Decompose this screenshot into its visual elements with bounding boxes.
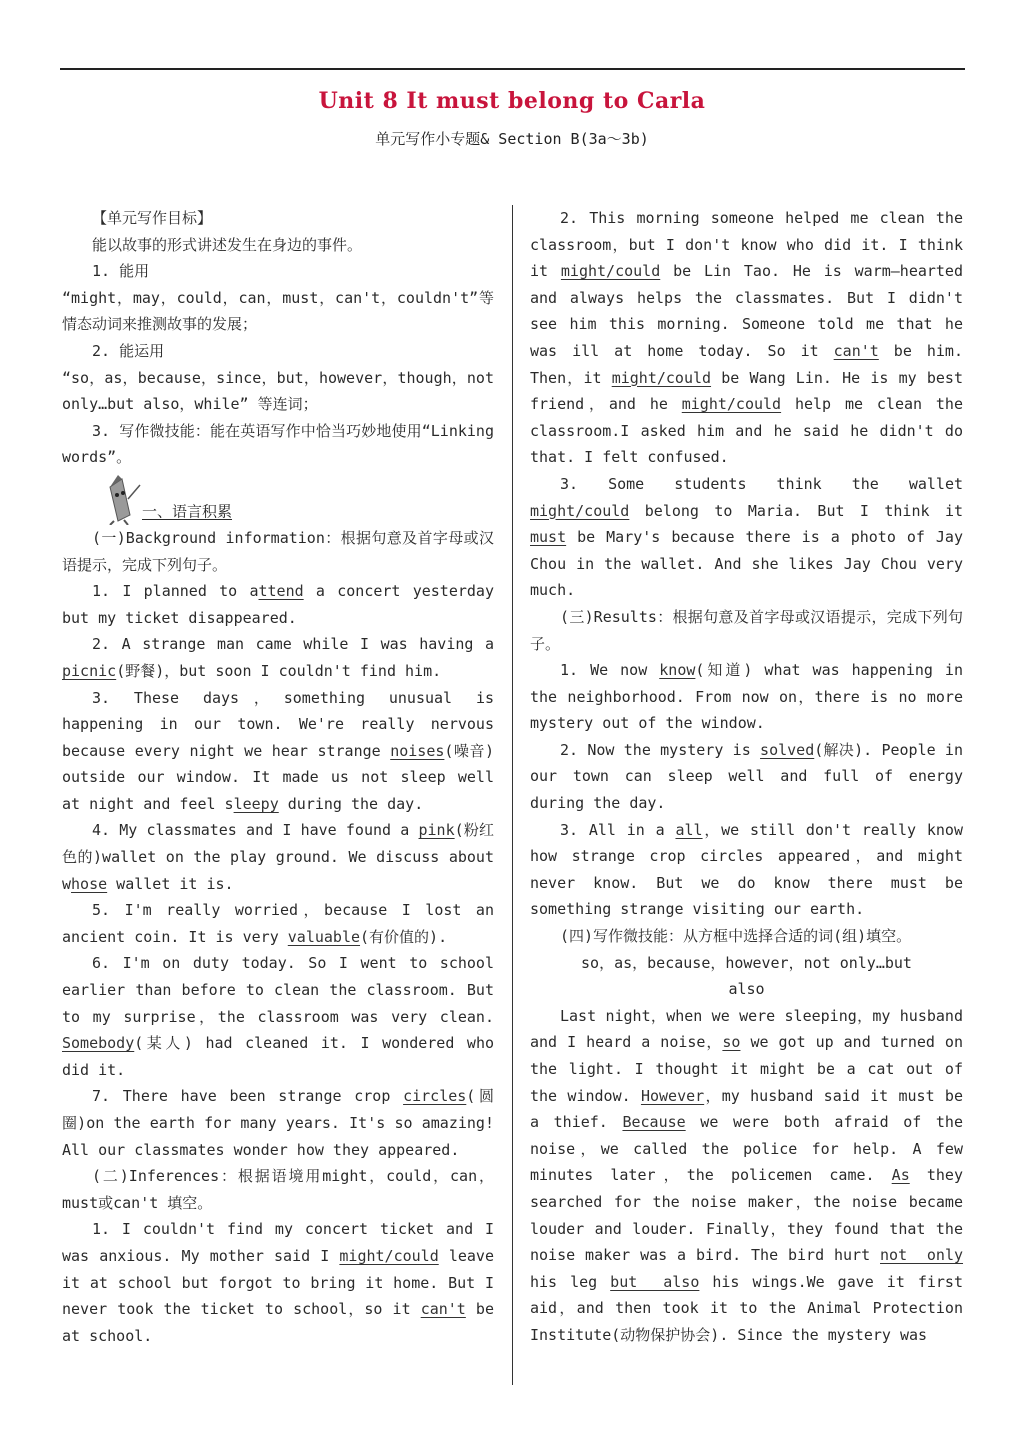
result-3: 3. All in a all，we still don't really know how strange crop circles appeared，and might never know. But we do know there must be something strange visiting our earth. — [530, 820, 963, 919]
goal-1-label: 1. 能用 — [92, 262, 150, 281]
answer-blank: not only — [880, 1246, 964, 1265]
word-box: so，as，because，however，not only…but also — [581, 953, 912, 999]
part-2-intro: (二)Inferences：根据语境用might，could，can，must或can't 填空。 — [62, 1167, 494, 1212]
top-rule — [60, 68, 965, 70]
answer-blank: leepy — [233, 794, 279, 813]
section-1-heading-row — [62, 475, 494, 525]
bg-item-6: 6. I'm on duty today. So I went to school earlier than before to clean the classroom. But to my surprise，the classroom was very clean. Somebody(某人) had cleaned it. I wondered who did it. — [62, 954, 494, 1079]
answer-blank: circles — [403, 1087, 467, 1106]
bg-item-3: 3. These days，something unusual is happening in our town. We're really nervous because every night we hear strange noises(噪音) outside our window. It made us not sleep well at night and feel sleepy during the day. — [62, 688, 494, 813]
answer-blank: pink — [418, 821, 455, 840]
left-column — [62, 205, 494, 1349]
answer-blank: noises — [390, 741, 445, 760]
answer-blank: might/could — [560, 262, 661, 281]
result-2: 2. Now the mystery is solved(解决). People in our town can sleep well and full of energy during the day. — [530, 740, 963, 813]
right-column — [530, 205, 963, 1349]
goals-heading: 【单元写作目标】 — [92, 209, 213, 227]
section-1-heading: 一、语言积累 — [142, 502, 233, 521]
result-1: 1. We now know(知道) what was happening in the neighborhood. From now on，there is no more mystery out of the window. — [530, 661, 963, 733]
answer-blank: might/could — [530, 501, 630, 520]
inference-2: 2. This morning someone helped me clean the classroom，but I don't know who did it. I think it might/could be Lin Tao. He is warm—hearted and always helps the classmates. But I didn't see him this morning. Someone told me that he was ill at home today. So it can't be him. Then，it might/could be Wang Lin. He is my best friend，and he might/could help me clean the classroom.I asked him and he said he didn't do that. I felt confused. — [530, 209, 963, 467]
answer-blank: might/could — [339, 1246, 439, 1265]
bg-item-2: 2. A strange man came while I was having a picnic(野餐)，but soon I couldn't find him. — [62, 635, 494, 680]
answer-blank: so — [722, 1033, 741, 1052]
pencil-mascot-icon — [100, 475, 142, 525]
answer-blank: must — [530, 528, 567, 547]
answer-blank: might/could — [611, 368, 712, 387]
answer-blank: hose — [71, 874, 108, 893]
passage: Last night，when we were sleeping，my husband and I heard a noise，so we got up and turned on the light. I thought it might be a cat out of the window. However，my husband said it must be a thief. Because we were both afraid of the noise，we called the police for help. A few minutes later，the policemen came. As they searched for the noise maker，the noise became louder and louder. Finally，they found that the noise maker was a bird. The bird hurt not only his leg but also his wings.We gave it first aid，and then took it to the Animal Protection Institute(动物保护协会). Since the mystery was — [530, 1006, 964, 1344]
answer-blank: know — [659, 661, 696, 680]
answer-blank: can't — [420, 1300, 466, 1319]
answer-blank: ttend — [258, 582, 304, 601]
bg-item-5: 5. I'm really worried，because I lost an ancient coin. It is very valuable(有价值的). — [62, 901, 494, 946]
goals-intro: 能以故事的形式讲述发生在身边的事件。 — [92, 235, 363, 254]
column-divider — [512, 205, 513, 1385]
answer-blank: picnic — [62, 661, 117, 680]
answer-blank: However — [640, 1086, 705, 1105]
answer-blank: all — [675, 820, 703, 839]
answer-blank: Because — [622, 1113, 686, 1132]
goal-2-body: “so，as，because，since，but，however，though，not only…but also，while” 等连词； — [62, 368, 494, 414]
part-3-intro: (三)Results：根据句意及首字母或汉语提示，完成下列句子。 — [530, 607, 963, 653]
goal-2-label: 2. 能运用 — [92, 341, 165, 360]
bg-item-1: 1. I planned to attend a concert yesterday but my ticket disappeared. — [62, 582, 494, 627]
answer-blank: might/could — [681, 395, 782, 414]
inference-1: 1. I couldn't find my concert ticket and I was anxious. My mother said I might/could leave it at school but forgot to bring it home. But I never took the ticket to school，so it can't be at school. — [62, 1220, 494, 1345]
goal-3: 3. 写作微技能：能在英语写作中恰当巧妙地使用“Linking words”。 — [62, 421, 494, 467]
bg-item-7: 7. There have been strange crop circles(圆圈)on the earth for many years. It's so amazing! All our classmates wonder how they appeared. — [62, 1087, 495, 1159]
answer-blank: Somebody — [62, 1034, 135, 1053]
bg-item-4: 4. My classmates and I have found a pink(粉红色的)wallet on the play ground. We discuss about whose wallet it is. — [62, 821, 495, 893]
page-title: Unit 8 It must belong to Carla — [318, 88, 706, 114]
answer-blank: but also — [610, 1272, 700, 1291]
page-subtitle: 单元写作小专题& Section B(3a～3b) — [375, 130, 649, 148]
goal-1-body: “might，may，could，can，must，can't，couldn't”等情态动词来推测故事的发展； — [62, 288, 494, 334]
part-1-intro: (一)Background information：根据句意及首字母或汉语提示，完成下列句子。 — [62, 528, 494, 574]
answer-blank: can't — [833, 341, 879, 360]
part-4-intro: (四)写作微技能：从方框中选择合适的词(组)填空。 — [560, 927, 912, 946]
answer-blank: valuable — [287, 927, 361, 946]
answer-blank: As — [891, 1166, 910, 1185]
inference-3: 3. Some students think the wallet might/could belong to Maria. But I think it must be Mary's because there is a photo of Jay Chou in the wallet. And she likes Jay Chou very much. — [530, 474, 963, 600]
answer-blank: solved — [760, 740, 815, 759]
